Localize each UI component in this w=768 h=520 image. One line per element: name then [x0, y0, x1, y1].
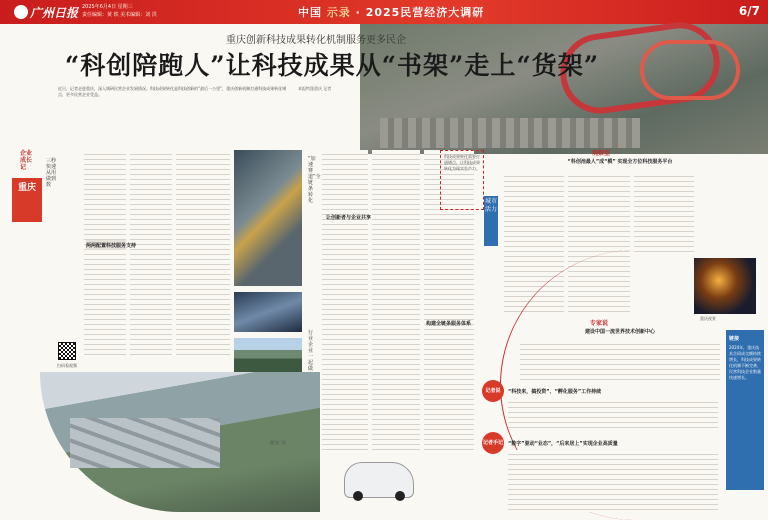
city-photo — [234, 338, 302, 372]
tag-expert: 专家说 — [590, 320, 609, 327]
box-headline-1: “科创池最人”成“模” 实现全方位科技服务平台 — [567, 159, 673, 165]
subhead-2: 让创新者与企业共享 — [326, 215, 372, 221]
text-column-1 — [84, 150, 126, 355]
track-loop-inner — [640, 40, 740, 100]
lead-paragraph: 近日，记者走进重庆，深入调研民营企业发展情况。科技成果转化是科技创新的“最后一公里”，重庆创新机制打通科技成果转化堵点，更多民营企业受益。 — [58, 86, 287, 97]
vertical-sub-label: 三秒快速 从用做到数 — [46, 158, 57, 188]
masthead-editor: 责任编辑：黄 轶 美术编辑：刘 洪 — [82, 12, 157, 18]
series-name: 2025民营经济大调研 — [365, 6, 485, 19]
photo-caption-night: 重庆夜景 — [700, 316, 716, 321]
sidebox-title: 链接 — [729, 336, 740, 342]
text-column-5 — [372, 150, 420, 450]
vertical-label: 企业成长记 — [20, 150, 33, 171]
box-headline-2: 建设中国一流世界技术创新中心 — [584, 329, 655, 335]
masthead-info — [82, 3, 202, 19]
series-prefix: 中国 — [298, 6, 322, 19]
logo-emblem-icon — [14, 5, 28, 19]
text-block-expert — [520, 340, 720, 384]
text-column-4 — [322, 150, 368, 450]
parking-lot — [380, 118, 640, 148]
text-column-9 — [634, 172, 694, 252]
tag-observe: 观察室 — [592, 150, 611, 157]
masthead-date: 2025年6月4日 星期三 — [82, 4, 133, 10]
text-column-3 — [176, 150, 230, 355]
pull-quote-top: 科技成果转化需要打通堵点，让科技成果转化为现实生产力。 — [440, 150, 484, 210]
series-word: 示录 — [326, 6, 351, 19]
qr-code-icon[interactable] — [58, 342, 76, 360]
region-tab: 重庆 — [12, 178, 42, 222]
small-headline-1: “科技来，搞投资”、“孵化服务”工作持续 — [508, 389, 602, 395]
kicker: 重庆创新科技成果转化机制服务更多民企 — [226, 35, 406, 46]
circle-label-2: 记者手记 — [482, 432, 504, 454]
text-column-2 — [130, 150, 172, 355]
series-title: 中国 示录 · 2025民营经济大调研 — [298, 6, 485, 19]
photo-caption-factory: 图为厂区 — [270, 440, 286, 445]
qr-caption: 扫码看视频 — [57, 363, 77, 368]
wheel-rear-icon — [395, 491, 405, 501]
aerial-roofs — [70, 418, 220, 468]
mid-vertical-title-2: 行业企业 一起做 — [308, 330, 314, 372]
page-headline: “科创陪跑人”让科技成果从“书架”走上“货架” — [64, 51, 600, 80]
text-block-notes — [508, 450, 718, 512]
vertical-bar-label: 城市活力 — [484, 196, 498, 246]
sidebox-text: 2024年，重庆技术合同成交额持续增长，科技成果转化机制不断完善，民营科技企业数量快速增长。 — [729, 345, 761, 380]
page-number: 6/7 — [738, 4, 760, 18]
masthead-logo: 广州日报 — [30, 6, 79, 20]
factory-photo-2 — [234, 292, 302, 332]
wheel-front-icon — [353, 491, 363, 501]
circle-label-1: 记者说 — [482, 380, 504, 402]
subhead-3: 构建全链条服务体系 — [426, 321, 472, 327]
top-banner — [0, 0, 768, 24]
electric-car-photo — [344, 462, 414, 498]
byline: 本报特派重庆 记者 — [298, 86, 332, 91]
mid-vertical-title: “加速赛道”全链条转化 — [308, 156, 321, 204]
subhead-1: 两两配置科技服务支持 — [86, 243, 137, 249]
small-headline-2: “数字”驱动“业态”，“后来居上”实现企业高质量 — [508, 441, 618, 447]
factory-photo-1 — [234, 150, 302, 286]
link-sidebox — [726, 330, 764, 490]
text-block-reporter — [508, 398, 718, 428]
